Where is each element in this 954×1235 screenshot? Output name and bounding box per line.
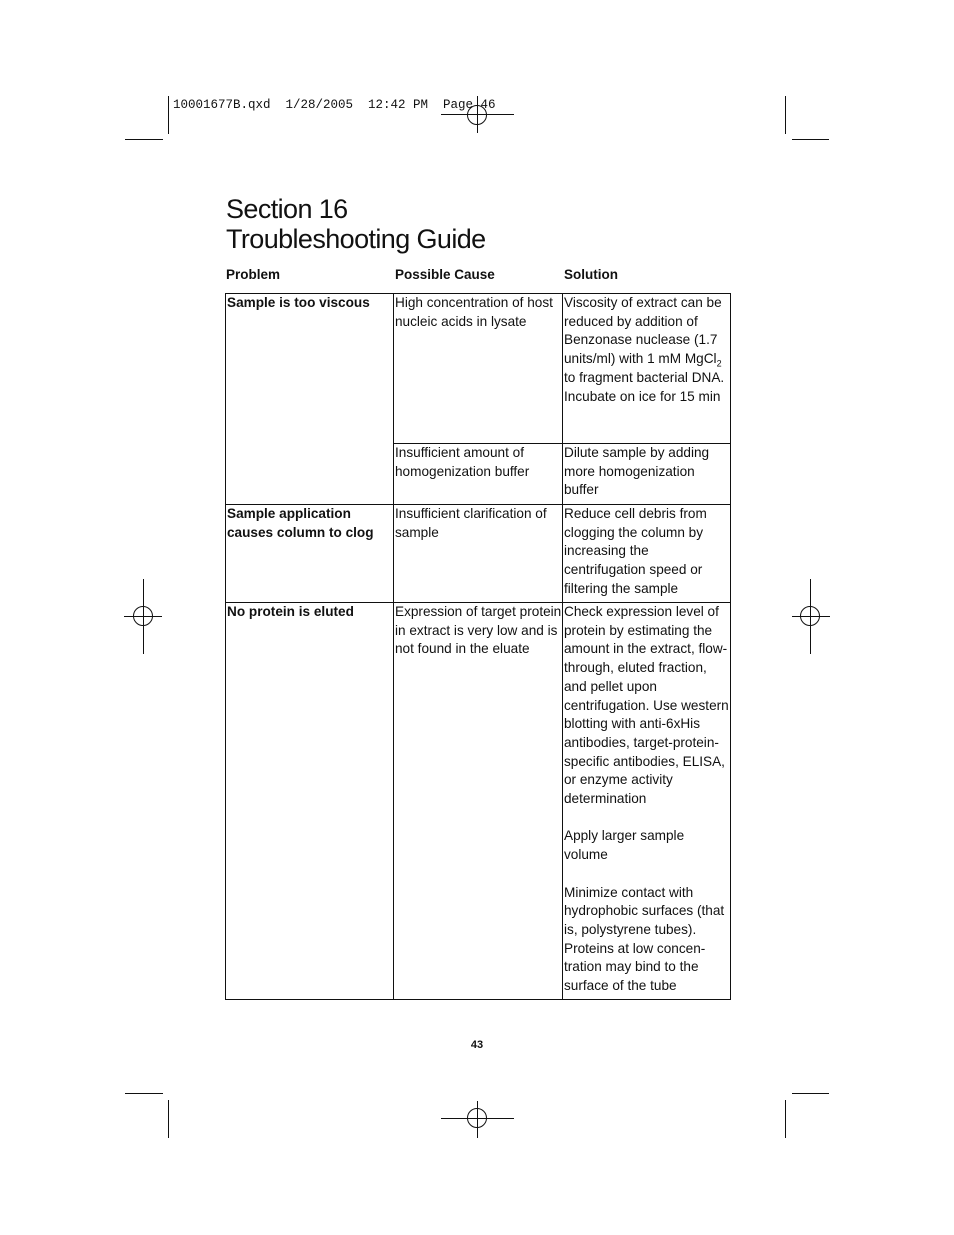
problem-cell: Sample is too viscous [226,294,394,505]
problem-cell: No protein is eluted [226,603,394,1000]
solution-cell: Dilute sample by adding more homogenization buffer [563,444,731,505]
table-row [226,603,731,1000]
table-row [226,294,731,444]
solution-cell: Check expression level of protein by estimating the amount in the extract, flow-through, eluted fraction, and pellet upon centrifugation. Use western blotting with anti-6xHis antibodies, target-protein-specific antibodies, ELISA, or enzyme activity determination Apply larger sample volume Minimize contact with hydrophobic surfaces (that is, polystyrene tubes). Proteins at low concen-tration may bind to the surface of the tube [563,603,731,1000]
solution-cell: Viscosity of extract can be reduced by addition of Benzonase nuclease (1.7 units/ml) with 1 mM MgCl$_2$ to fragment bacterial DNA. Incubate on ice for 15 min [563,294,731,444]
problem-cell: Sample application causes column to clog [226,505,394,603]
cause-cell: Expression of target protein in extract is very low and is not found in the eluate [394,603,563,1000]
title-section: Section 16 [226,194,348,224]
table-row [226,505,731,603]
title-guide: Troubleshooting Guide [226,224,486,254]
header-possible-cause: Possible Cause [395,267,495,282]
cause-cell: Insufficient amount of homogenization buffer [394,444,563,505]
cause-cell: High concentration of host nucleic acids in lysate [394,294,563,444]
troubleshooting-table [225,293,731,1000]
cause-cell: Insufficient clarification of sample [394,505,563,603]
page-title [226,194,486,254]
header-problem: Problem [226,267,281,282]
file-slug: 10001677B.qxd 1/28/2005 12:42 PM Page 46 [173,98,496,112]
solution-cell: Reduce cell debris from clogging the column by increasing the centrifugation speed or filtering the sample [563,505,731,603]
header-solution: Solution [564,267,618,282]
page-number: 43 [470,1039,484,1051]
